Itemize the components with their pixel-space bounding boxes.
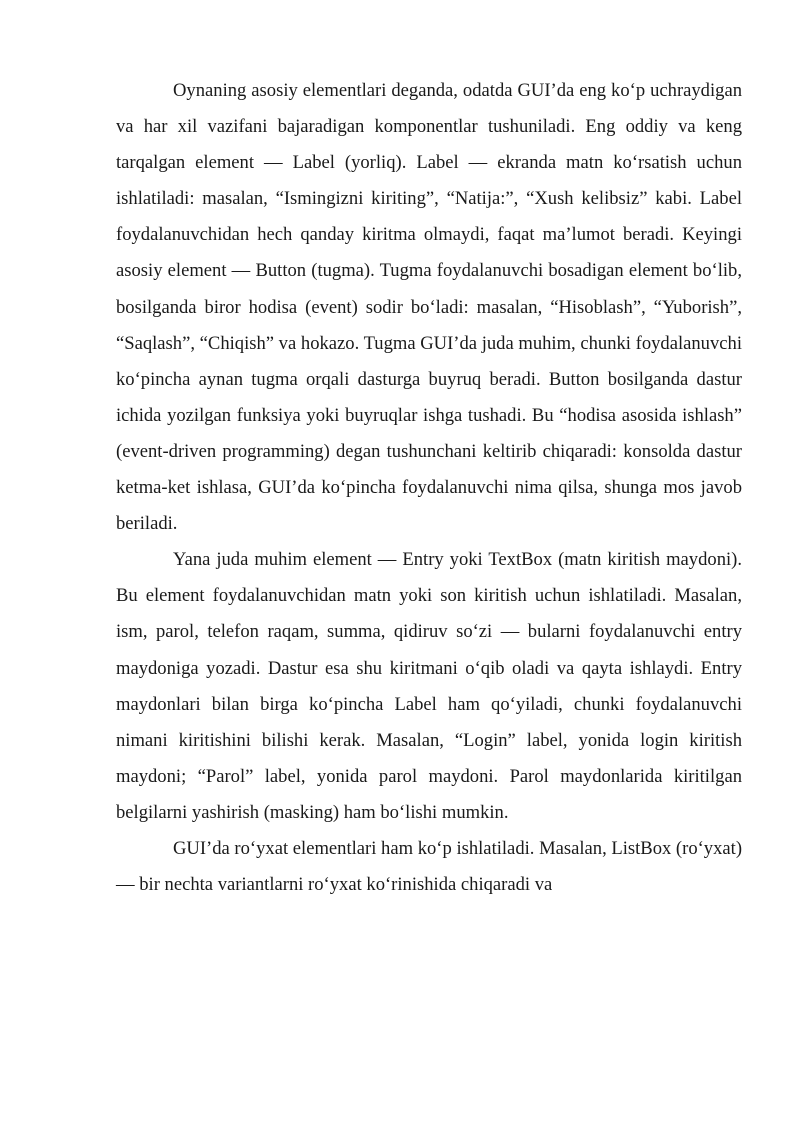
paragraph-list-elements: GUI’da ro‘yxat elementlari ham ko‘p ishlatiladi. Masalan, ListBox (ro‘yxat) — bir nechta variantlarni ro‘yxat ko‘rinishida chiqaradi va [116, 837, 743, 896]
paragraph-gui-elements-label-button: Oynaning asosiy elementlari deganda, odatda GUI’da eng ko‘p uchraydigan va har xil vazifani bajaradigan komponentlar tushuniladi. Eng oddiy va keng tarqalgan element — Label (yorliq). Label — ekranda matn ko‘rsatish uchun ishlatiladi: masalan, “Ismingizni kiriting”, “Natija:”, “Xush kelibsiz” kabi. Label foydalanuvchidan hech qanday kiritma olmaydi, faqat ma’lumot beradi. Keyingi asosiy element — Button (tugma). Tugma foydalanuvchi bosadigan element bo‘lib, bosilganda biror hodisa (event) sodir bo‘ladi: masalan, “Hisoblash”, “Yuborish”, “Saqlash”, “Chiqish” va hokazo. Tugma GUI’da juda muhim, chunki foydalanuvchi ko‘pincha aynan tugma orqali dasturga buyruq beradi. Button bosilganda dastur ichida yozilgan funksiya yoki buyruqlar ishga tushadi. Bu “hodisa asosida ishlash” (event-driven programming) degan tushunchani keltirib chiqaradi: konsolda dastur ketma-ket ishlasa, GUI’da ko‘pincha foydalanuvchi nima qilsa, shunga mos javob beriladi. [116, 80, 742, 535]
document-page [116, 73, 742, 903]
paragraph-entry-textbox: Yana juda muhim element — Entry yoki TextBox (matn kiritish maydoni). Bu element foydalanuvchidan matn yoki son kiritish uchun ishlatiladi. Masalan, ism, parol, telefon raqam, summa, qidiruv so‘zi — bularni foydalanuvchi entry maydoniga yozadi. Dastur esa shu kiritmani o‘qib oladi va qayta ishlaydi. Entry maydonlari bilan birga ko‘pincha Label ham qo‘yiladi, chunki foydalanuvchi nimani kiritishini bilishi kerak. Masalan, “Login” label, yonida login kiritish maydoni; “Parol” label, yonida parol maydoni. Parol maydonlarida kiritilgan belgilarni yashirish (masking) ham bo‘lishi mumkin. [116, 549, 742, 823]
